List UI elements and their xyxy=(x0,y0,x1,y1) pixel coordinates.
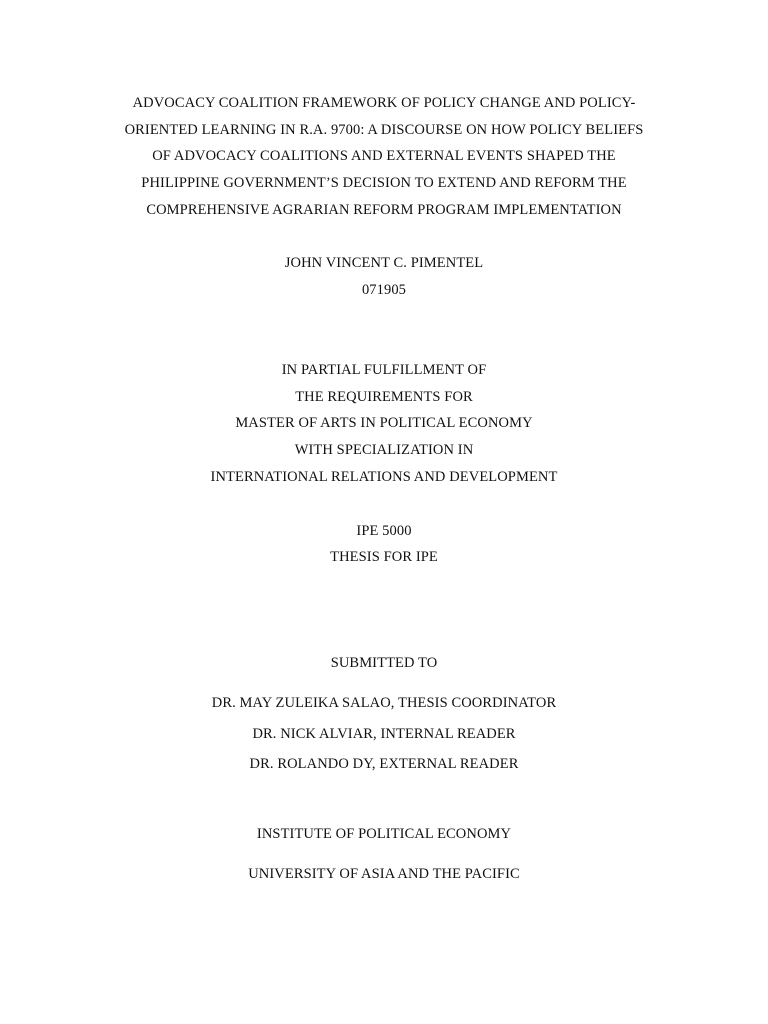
university-name: UNIVERSITY OF ASIA AND THE PACIFIC xyxy=(248,866,520,882)
course-code: IPE 5000 xyxy=(356,523,412,539)
fulfillment-line: INTERNATIONAL RELATIONS AND DEVELOPMENT xyxy=(210,469,558,485)
author-name: JOHN VINCENT C. PIMENTEL xyxy=(284,255,484,271)
title-line: ORIENTED LEARNING IN R.A. 9700: A DISCOURSE ON HOW POLICY BELIEFS xyxy=(124,122,644,138)
student-id: 071905 xyxy=(361,282,407,298)
course-name: THESIS FOR IPE xyxy=(330,549,438,565)
title-line: OF ADVOCACY COALITIONS AND EXTERNAL EVENTS SHAPED THE xyxy=(152,148,616,164)
reader-line: DR. ROLANDO DY, EXTERNAL READER xyxy=(249,756,519,772)
title-line: ADVOCACY COALITION FRAMEWORK OF POLICY CHANGE AND POLICY- xyxy=(132,95,636,111)
fulfillment-line: IN PARTIAL FULFILLMENT OF xyxy=(281,362,487,378)
title-line: PHILIPPINE GOVERNMENT’S DECISION TO EXTEND AND REFORM THE xyxy=(141,175,627,191)
institute-name: INSTITUTE OF POLITICAL ECONOMY xyxy=(256,826,512,842)
reader-line: DR. NICK ALVIAR, INTERNAL READER xyxy=(252,726,516,742)
fulfillment-line: WITH SPECIALIZATION IN xyxy=(294,442,474,458)
submitted-to-label: SUBMITTED TO xyxy=(330,655,438,671)
title-line: COMPREHENSIVE AGRARIAN REFORM PROGRAM IMPLEMENTATION xyxy=(146,202,622,218)
fulfillment-line: MASTER OF ARTS IN POLITICAL ECONOMY xyxy=(235,415,533,431)
reader-line: DR. MAY ZULEIKA SALAO, THESIS COORDINATOR xyxy=(211,695,557,711)
fulfillment-line: THE REQUIREMENTS FOR xyxy=(295,389,473,405)
